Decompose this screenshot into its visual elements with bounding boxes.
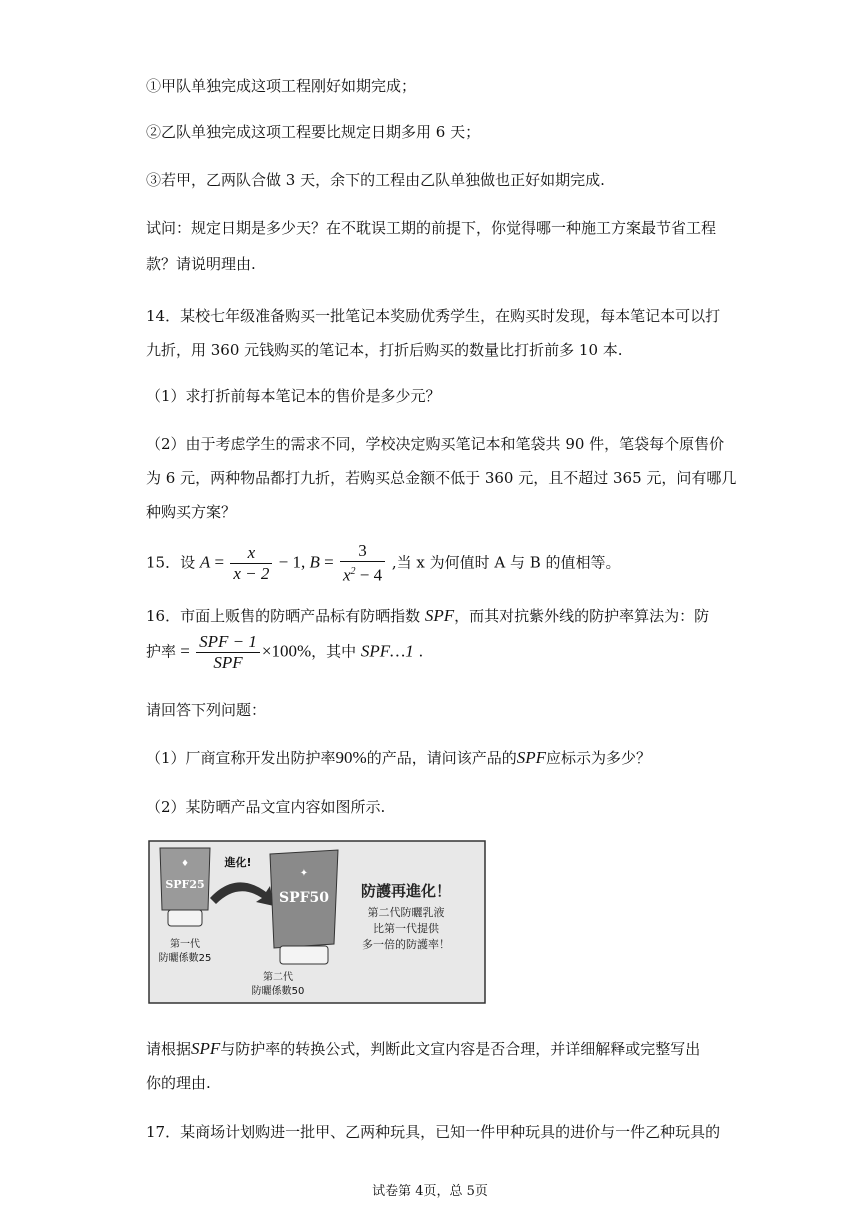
q16-stem-post: ，而其对抗紫外线的防护率算法为：防 (454, 607, 710, 625)
q15-fraction-b (340, 541, 385, 586)
q16-formula-where: ，其中 (311, 642, 361, 661)
question-16-part-1 (146, 748, 651, 768)
q16-part3-post: 与防护率的转换公式，判断此文宣内容是否合理，并详细解释或完整写出 (220, 1040, 701, 1058)
ad-line-2: 比第一代提供 (373, 922, 439, 935)
tube-gen2 (270, 850, 338, 964)
ad-line-1: 第二代防曬乳液 (367, 906, 445, 919)
q15-suffix: ,当 x 为何值时 A 与 B 的值相等。 (387, 553, 621, 572)
gen2-caption-1: 第二代 (263, 972, 293, 983)
gen1-caption-2: 防曬係數25 (158, 953, 212, 964)
q15-frac-b-den-x: x (342, 565, 351, 585)
question-13-ask: 试问：规定日期是多少天？在不耽误工期的前提下，你觉得哪一种施工方案最节省工程 (146, 219, 717, 237)
q16-times-100: ×100% (261, 641, 312, 661)
gen1-caption-1: 第一代 (170, 939, 200, 950)
q16-formula-eq: = (176, 641, 195, 661)
q15-frac-b-num: 3 (340, 541, 385, 562)
q15-minus-one: − 1, (274, 552, 310, 572)
pct-90: 90% (335, 748, 367, 767)
question-14-part-2: （2）由于考虑学生的需求不同，学校决定购买笔记本和笔袋共 90 件，笔袋每个原售价 (146, 435, 725, 453)
question-14-part-2-cont: 为 6 元，两种物品都打九折，若购买总金额不低于 360 元，且不超过 365 元，问有哪几 (146, 469, 737, 487)
q15-eq2: = (319, 552, 338, 572)
q16-stem-pre: 16．市面上贩售的防晒产品标有防晒指数 (146, 607, 425, 625)
svg-text:✦: ✦ (299, 868, 309, 879)
question-14-part-1: （1）求打折前每本笔记本的售价是多少元？ (146, 387, 441, 405)
question-16-prompt: 请回答下列问题： (146, 701, 267, 719)
question-13-ask-cont: 款？请说明理由. (146, 255, 256, 273)
question-16-formula (146, 632, 423, 673)
q15-frac-a-num: x (230, 543, 272, 564)
q16-formula-label: 护率 (146, 642, 177, 661)
q15-frac-a-den: x − 2 (233, 563, 270, 583)
protection-rate-num: SPF − 1 (196, 632, 260, 653)
q16-part1-mid: 的产品，请问该产品的 (366, 749, 517, 767)
arrow-label: 進化! (224, 856, 252, 869)
question-14-stem: 14．某校七年级准备购买一批笔记本奖励优秀学生，在购买时发现，每本笔记本可以打 (146, 307, 721, 325)
question-16-part-2: （2）某防晒产品文宣内容如图所示. (146, 798, 386, 816)
svg-text:♦: ♦ (180, 859, 190, 869)
question-16-stem (146, 606, 709, 626)
protection-rate-fraction (196, 632, 260, 673)
spf-term-2: SPF (516, 748, 547, 767)
condition-1: ①甲队单独完成这项工程刚好如期完成； (146, 77, 417, 95)
condition-2: ②乙队单独完成这项工程要比规定日期多用 6 天； (146, 123, 481, 141)
ad-title: 防護再進化！ (360, 882, 452, 900)
gen2-caption-2: 防曬係數50 (251, 986, 305, 997)
tube2-label: SPF50 (278, 890, 330, 906)
question-15 (146, 541, 621, 586)
spf-term: SPF (424, 606, 455, 625)
question-17-stem: 17．某商场计划购进一批甲、乙两种玩具，已知一件甲种玩具的进价与一件乙种玩具的 (146, 1123, 721, 1141)
sunscreen-ad-figure (148, 840, 486, 1004)
q15-eq: = (210, 552, 229, 572)
q15-frac-b-den-rest: − 4 (355, 565, 383, 585)
tube-gen1 (160, 848, 210, 926)
q15-prefix: 15．设 (146, 553, 200, 572)
condition-3: ③若甲，乙两队合做 3 天，余下的工程由乙队单独做也正好如期完成. (146, 171, 605, 189)
spf-condition: SPF…1 (360, 641, 414, 661)
q15-var-b: B (309, 552, 320, 572)
q15-var-a: A (199, 552, 211, 572)
q16-part1-post: 应标示为多少？ (546, 749, 652, 767)
question-14-part-2-end: 种购买方案？ (146, 503, 237, 521)
q15-frac-b-den-exp: 2 (350, 566, 356, 577)
protection-rate-den: SPF (213, 653, 243, 672)
q16-part3-pre: 请根据 (146, 1040, 192, 1058)
tube1-label: SPF25 (165, 878, 205, 891)
q15-fraction-a (230, 543, 272, 584)
page-footer: 试卷第 4页，总 5页 (372, 1184, 488, 1199)
question-16-part-3-cont: 你的理由. (146, 1074, 211, 1092)
q16-formula-period: . (413, 642, 424, 661)
ad-line-3: 多一倍的防護率！ (362, 938, 450, 951)
q16-part1-pre: （1）厂商宣称开发出防护率 (146, 749, 336, 767)
question-16-part-3 (146, 1039, 700, 1059)
spf-term-3: SPF (191, 1039, 221, 1058)
question-14-stem-cont: 九折，用 360 元钱购买的笔记本，打折后购买的数量比打折前多 10 本. (146, 341, 623, 359)
